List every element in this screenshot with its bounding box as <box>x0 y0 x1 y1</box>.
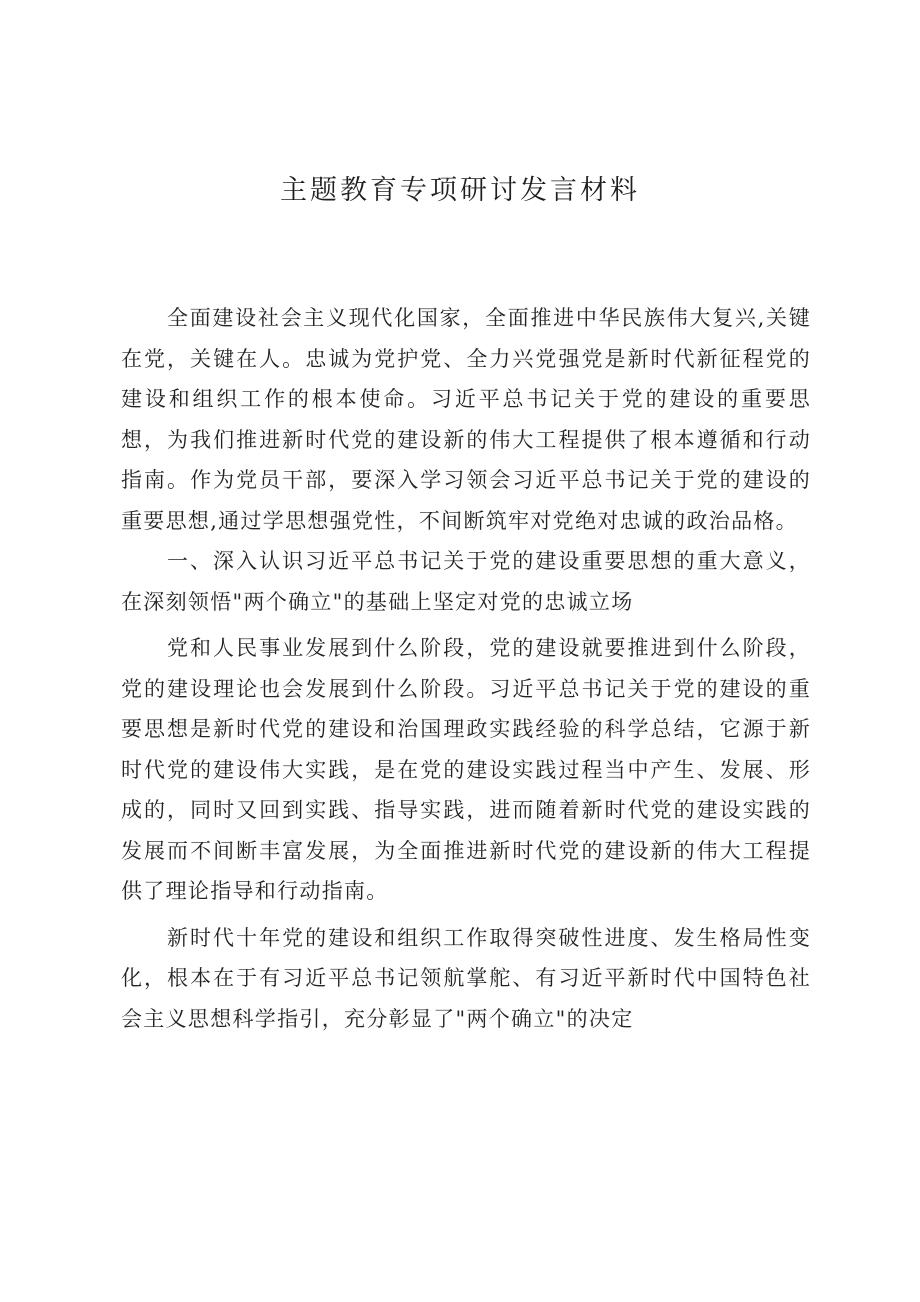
paragraph-section-1-a: 党和人民事业发展到什么阶段，党的建设就要推进到什么阶段，党的建设理论也会发展到什么阶段。习近平总书记关于党的建设的重要思想是新时代党的建设和治国理政实践经验的科学总结，它源于新时代党的建设伟大实践，是在党的建设实践过程当中产生、发展、形成的，同时又回到实践、指导实践，进而随着新时代党的建设实践的发展而不间断丰富发展，为全面推进新时代党的建设新的伟大工程提供了理论指导和行动指南。 <box>121 636 811 903</box>
paragraph-section-1-b: 新时代十年党的建设和组织工作取得突破性进度、发生格局性变化，根本在于有习近平总书记领航掌舵、有习近平新时代中国特色社会主义思想科学指引，充分彰显了"两个确立"的决定 <box>121 925 811 1031</box>
section-heading-1: 一、深入认识习近平总书记关于党的建设重要思想的重大意义，在深刻领悟"两个确立"的基础上坚定对党的忠诚立场 <box>121 549 811 614</box>
paragraph-intro: 全面建设社会主义现代化国家，全面推进中华民族伟大复兴,关键在党，关键在人。忠诚为党护党、全力兴党强党是新时代新征程党的建设和组织工作的根本使命。习近平总书记关于党的建设的重要思想，为我们推进新时代党的建设新的伟大工程提供了根本遵循和行动指南。作为党员干部，要深入学习领会习近平总书记关于党的建设的重要思想,通过学思想强党性，不间断筑牢对党绝对忠诚的政治品格。 <box>121 306 811 533</box>
document-title: 主题教育专项研讨发言材料 <box>280 175 640 206</box>
document-body <box>121 298 811 1039</box>
